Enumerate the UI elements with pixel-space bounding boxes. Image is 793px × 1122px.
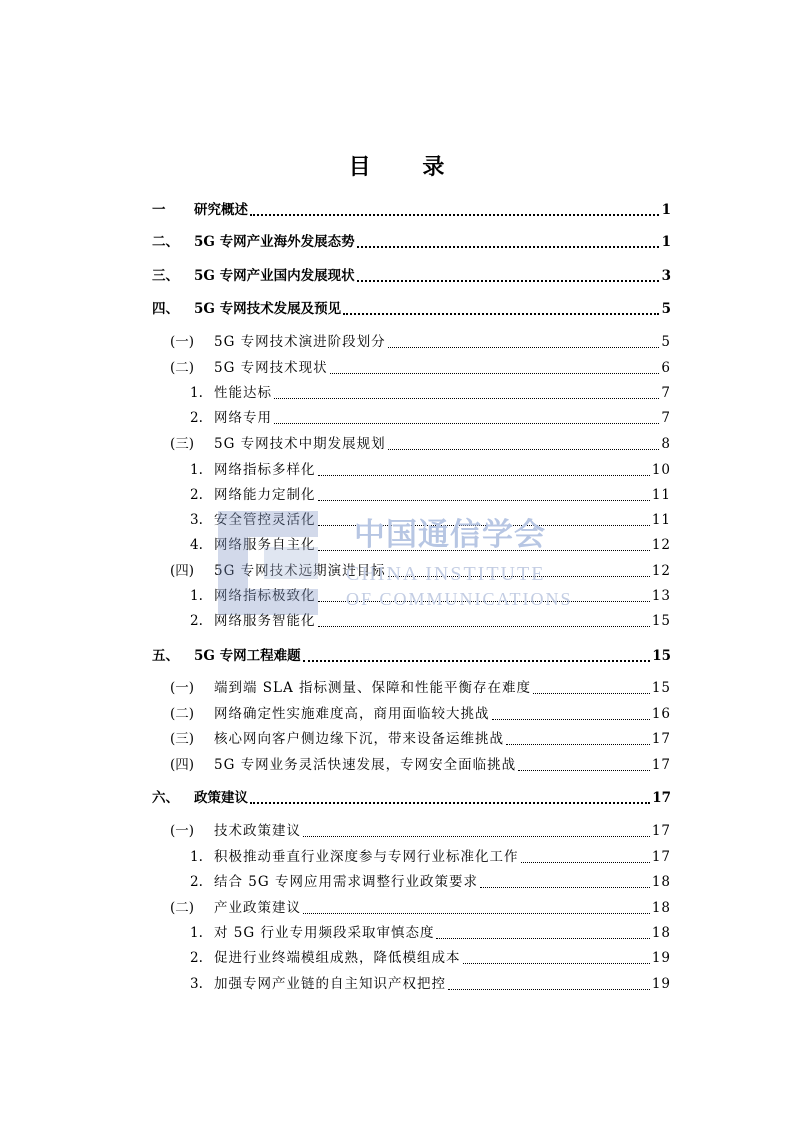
toc-entry-page: 15 [651, 680, 671, 696]
toc-entry-number: 1. [190, 462, 203, 478]
toc-entry-page: 17 [652, 790, 671, 806]
toc-entry-number: (四) [170, 757, 195, 773]
toc-leader-dots [318, 626, 650, 627]
toc-entry[interactable] [190, 535, 671, 555]
toc-entry-label: 网络指标多样化 [214, 462, 316, 478]
toc-entry[interactable] [152, 200, 671, 220]
toc-entry-page: 18 [651, 874, 671, 890]
toc-entry-number: 2. [190, 613, 203, 629]
toc-entry-label: 网络服务智能化 [214, 613, 316, 629]
toc-leader-dots [303, 836, 650, 837]
watermark-en-line2: OF COMMUNICATIONS [346, 589, 573, 609]
toc-entry-number: 一 [152, 202, 166, 218]
toc-entry-page: 15 [652, 648, 671, 664]
toc-entry-label: 网络确定性实施难度高，商用面临较大挑战 [214, 706, 490, 722]
toc-entry[interactable] [170, 678, 671, 698]
toc-entry-number: 1. [190, 925, 203, 941]
toc-leader-dots [318, 475, 650, 476]
toc-leader-dots [388, 576, 650, 577]
toc-entry-number: (三) [170, 731, 195, 747]
toc-leader-dots [506, 744, 650, 745]
toc-entry[interactable] [152, 788, 671, 808]
toc-entry-page: 7 [661, 410, 671, 426]
toc-entry[interactable] [170, 332, 671, 352]
watermark-en-line1: CHINA INSTITUTE [346, 563, 546, 585]
toc-entry-label: 加强专网产业链的自主知识产权把控 [214, 976, 446, 992]
toc-entry[interactable] [152, 646, 671, 666]
toc-entry-number: 五、 [152, 648, 179, 664]
toc-entry-page: 5 [661, 301, 671, 317]
toc-entry-number: 3. [190, 976, 203, 992]
toc-entry-page: 17 [651, 731, 671, 747]
toc-entry-label: 对 5G 行业专用频段采取审慎态度 [214, 925, 435, 941]
toc-entry[interactable] [170, 755, 671, 775]
toc-entry[interactable] [190, 485, 671, 505]
toc-leader-dots [318, 525, 650, 526]
toc-entry-label: 5G 专网产业海外发展态势 [194, 234, 355, 250]
toc-entry-number: 1. [190, 849, 203, 865]
toc-leader-dots [318, 500, 650, 501]
toc-leader-dots [318, 550, 650, 551]
toc-entry[interactable] [170, 821, 671, 841]
toc-leader-dots [388, 347, 659, 348]
toc-entry-page: 6 [661, 360, 671, 376]
toc-entry[interactable] [190, 847, 671, 867]
toc-leader-dots [318, 601, 650, 602]
toc-entry-page: 17 [651, 823, 671, 839]
toc-leader-dots [357, 246, 659, 248]
toc-entry-page: 3 [661, 268, 671, 284]
toc-entry-label: 5G 专网业务灵活快速发展，专网安全面临挑战 [214, 757, 517, 773]
toc-entry[interactable] [190, 611, 671, 631]
toc-entry-page: 11 [651, 487, 671, 503]
toc-entry-label: 5G 专网技术发展及预见 [194, 301, 342, 317]
toc-entry[interactable] [190, 586, 671, 606]
toc-entry-number: 二、 [152, 234, 179, 250]
toc-entry[interactable] [190, 872, 671, 892]
toc-entry-label: 网络能力定制化 [214, 487, 316, 503]
toc-entry-page: 5 [661, 334, 671, 350]
toc-entry-label: 产业政策建议 [214, 900, 301, 916]
toc-leader-dots [518, 770, 650, 771]
toc-entry-number: 四、 [152, 301, 179, 317]
toc-entry-label: 网络服务自主化 [214, 537, 316, 553]
toc-entry[interactable] [190, 974, 671, 994]
toc-entry-number: 2. [190, 487, 203, 503]
toc-entry-page: 1 [661, 234, 671, 250]
toc-entry-page: 17 [651, 849, 671, 865]
toc-entry[interactable] [190, 408, 671, 428]
toc-entry-page: 16 [651, 706, 671, 722]
toc-leader-dots [480, 887, 650, 888]
toc-entry-page: 18 [651, 925, 671, 941]
toc-entry-number: (二) [170, 360, 195, 376]
toc-leader-dots [343, 313, 659, 315]
toc-entry[interactable] [170, 729, 671, 749]
toc-entry-number: 3. [190, 512, 203, 528]
toc-entry-number: 2. [190, 874, 203, 890]
toc-leader-dots [492, 719, 650, 720]
toc-entry-label: 性能达标 [214, 385, 272, 401]
toc-entry[interactable] [190, 923, 671, 943]
toc-entry-label: 安全管控灵活化 [214, 512, 316, 528]
toc-leader-dots [303, 660, 651, 662]
toc-entry-page: 19 [651, 976, 671, 992]
toc-entry-label: 技术政策建议 [214, 823, 301, 839]
toc-leader-dots [250, 802, 650, 804]
toc-entry-number: 2. [190, 410, 203, 426]
toc-entry-label: 5G 专网技术中期发展规划 [214, 436, 386, 452]
toc-entry-label: 端到端 SLA 指标测量、保障和性能平衡存在难度 [214, 680, 532, 696]
toc-entry-label: 网络专用 [214, 410, 272, 426]
toc-entry-number: (一) [170, 680, 195, 696]
toc-entry-page: 18 [651, 900, 671, 916]
toc-entry-label: 结合 5G 专网应用需求调整行业政策要求 [214, 874, 478, 890]
toc-entry-page: 1 [661, 202, 671, 218]
toc-entry[interactable] [170, 898, 671, 918]
toc-leader-dots [303, 913, 650, 914]
toc-leader-dots [330, 373, 659, 374]
toc-entry-page: 12 [651, 563, 671, 579]
watermark-cn: 中国通信学会 [354, 517, 546, 553]
toc-entry-page: 11 [651, 512, 671, 528]
toc-leader-dots [448, 989, 650, 990]
toc-entry-label: 研究概述 [194, 202, 248, 218]
toc-entry[interactable] [190, 383, 671, 403]
toc-entry-label: 5G 专网技术演进阶段划分 [214, 334, 386, 350]
toc-entry-number: 2. [190, 950, 203, 966]
toc-entry-page: 15 [651, 613, 671, 629]
toc-entry[interactable] [170, 434, 671, 454]
toc-entry-number: (一) [170, 823, 195, 839]
toc-entry-page: 10 [651, 462, 671, 478]
toc-entry[interactable] [190, 510, 671, 530]
toc-entry-label: 5G 专网工程难题 [194, 648, 301, 664]
toc-entry-number: 1. [190, 588, 203, 604]
toc-entry-page: 17 [651, 757, 671, 773]
toc-leader-dots [274, 398, 659, 399]
toc-entry-number: (三) [170, 436, 195, 452]
toc-leader-dots [436, 938, 649, 939]
toc-entry-page: 7 [661, 385, 671, 401]
toc-entry-label: 核心网向客户侧边缘下沉，带来设备运维挑战 [214, 731, 504, 747]
toc-entry[interactable] [152, 299, 671, 319]
toc-entry[interactable] [190, 948, 671, 968]
toc-entry[interactable] [170, 358, 671, 378]
toc-entry-label: 促进行业终端模组成熟，降低模组成本 [214, 950, 461, 966]
toc-entry-page: 13 [651, 588, 671, 604]
toc-entry-page: 19 [651, 950, 671, 966]
toc-leader-dots [463, 963, 650, 964]
toc-entry-page: 8 [661, 436, 671, 452]
toc-entry-number: 1. [190, 385, 203, 401]
toc-leader-dots [357, 280, 659, 282]
toc-entry-label: 积极推动垂直行业深度参与专网行业标准化工作 [214, 849, 519, 865]
toc-entry[interactable] [170, 704, 671, 724]
toc-title: 目 录 [348, 154, 467, 180]
toc-entry[interactable] [152, 266, 671, 286]
toc-entry-number: (二) [170, 900, 195, 916]
toc-entry-number: 三、 [152, 268, 179, 284]
toc-entry-page: 12 [651, 537, 671, 553]
toc-leader-dots [274, 423, 659, 424]
toc-leader-dots [533, 693, 650, 694]
toc-entry-number: (四) [170, 563, 195, 579]
toc-entry[interactable] [190, 460, 671, 480]
toc-leader-dots [521, 862, 650, 863]
toc-entry-number: 4. [190, 537, 203, 553]
toc-entry-number: (一) [170, 334, 195, 350]
toc-entry-label: 5G 专网产业国内发展现状 [194, 268, 355, 284]
toc-entry-label: 政策建议 [194, 790, 248, 806]
toc-leader-dots [388, 449, 659, 450]
toc-entry-number: 六、 [152, 790, 179, 806]
toc-entry-label: 网络指标极致化 [214, 588, 316, 604]
toc-leader-dots [250, 214, 659, 216]
toc-entry[interactable] [152, 232, 671, 252]
toc-entry-label: 5G 专网技术现状 [214, 360, 328, 376]
toc-entry-label: 5G 专网技术远期演进目标 [214, 563, 386, 579]
toc-entry[interactable] [170, 561, 671, 581]
toc-entry-number: (二) [170, 706, 195, 722]
